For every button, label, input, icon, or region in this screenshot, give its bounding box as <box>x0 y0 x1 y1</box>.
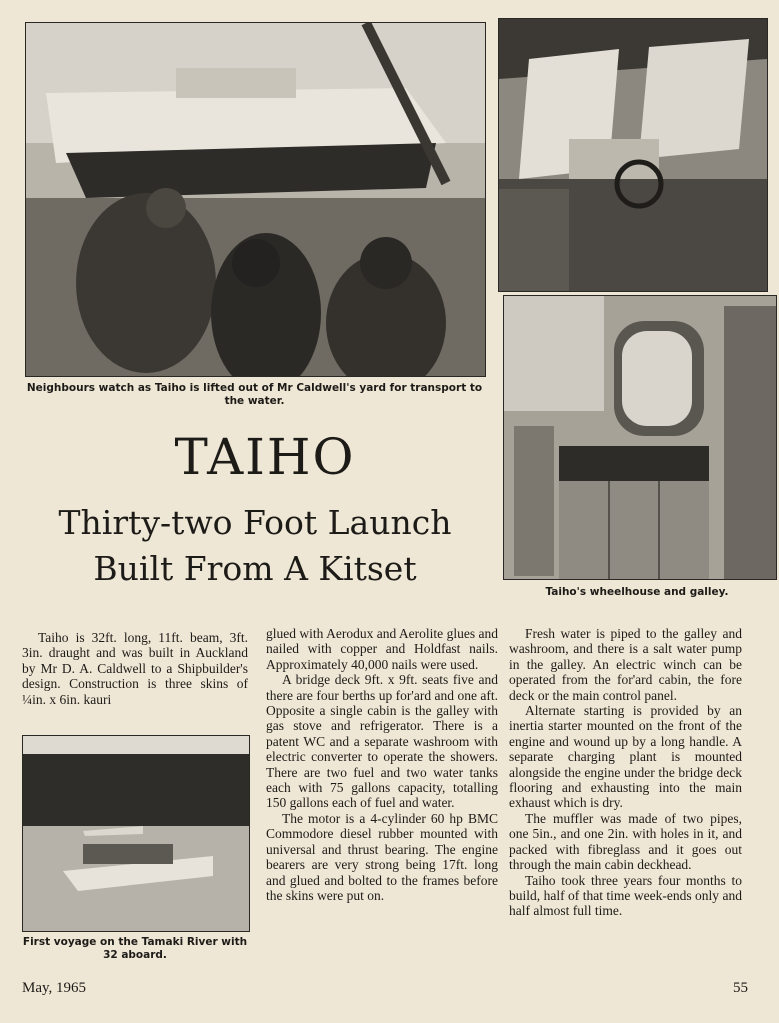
photo-galley <box>503 295 777 580</box>
paragraph: The motor is a 4-cylinder 60 hp BMC Commodore diesel rubber mounted with universal and thrust bearing. The engine bearers are very strong being 17ft. long and glued and bolted to the frames before the skins were put on. <box>266 810 498 903</box>
caption-wheelhouse-galley: Taiho's wheelhouse and galley. <box>545 586 729 598</box>
paragraph: glued with Aerodux and Aerolite glues and nailed with copper and Holdfast nails. Approximately 40,000 nails were used. <box>266 626 498 672</box>
paragraph: Fresh water is piped to the galley and washroom, and there is a salt water pump in the galley. An electric winch can be operated from the for'ard cabin, the fore deck or the main control panel. <box>509 626 742 703</box>
paragraph: The muffler was made of two pipes, one 5in., and one 2in. with holes in it, and packed with fibreglass and it goes out through the main cabin deckhead. <box>509 810 742 873</box>
footer-date: May, 1965 <box>22 980 87 996</box>
paragraph: Alternate starting is provided by an inertia starter mounted on the front of the engine and wound up by a long handle. A separate charging plant is mounted alongside the engine under the bridge deck flooring and exhausting into the main exhaust which is dry. <box>509 703 742 811</box>
photo-boat-lift <box>25 22 486 377</box>
paragraph: A bridge deck 9ft. x 9ft. seats five and there are four berths up for'ard and one aft. Opposite a single cabin is the galley with gas stove and refrigerator. There is a patent WC and a separate washroom with electric converter to operate the showers. There are two fuel and two water tanks each with 75 gallons capacity, totalling 150 gallons each of fuel and water. <box>266 672 498 811</box>
article-title: TAIHO <box>174 428 356 486</box>
article-column-1 <box>22 630 248 707</box>
photo-first-voyage <box>22 735 250 932</box>
caption-boat-lift: Neighbours watch as Taiho is lifted out of Mr Caldwell's yard for transport to the water. <box>26 382 483 407</box>
paragraph: Taiho took three years four months to build, half of that time week-ends only and half almost full time. <box>509 872 742 919</box>
article-subtitle: Thirty-two Foot Launch Built From A Kitset <box>58 503 452 588</box>
paragraph: Taiho is 32ft. long, 11ft. beam, 3ft. 3in. draught and was built in Auckland by Mr D. A. Caldwell to a Shipbuilder's design. Construction is three skins of ¼in. x 6in. kauri <box>22 630 248 707</box>
page-number: 55 <box>733 980 748 996</box>
article-column-2 <box>266 626 498 903</box>
photo-wheelhouse <box>498 18 768 292</box>
caption-first-voyage: First voyage on the Tamaki River with 32 aboard. <box>22 936 248 961</box>
article-column-3 <box>509 626 742 919</box>
